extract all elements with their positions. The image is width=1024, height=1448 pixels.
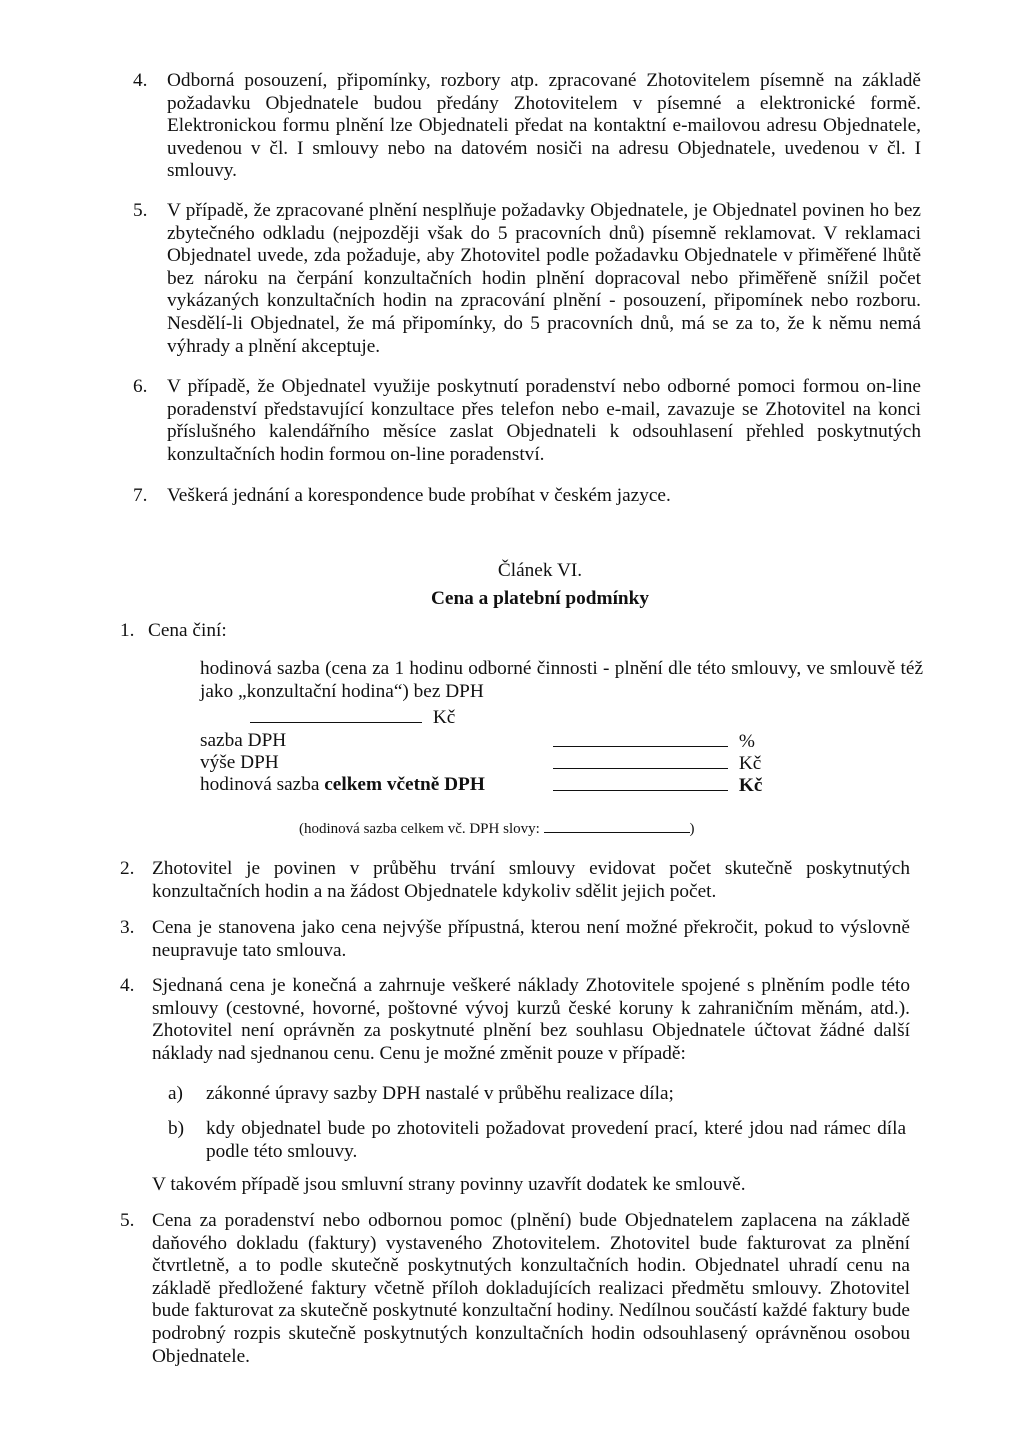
sub-item-letter: a) [168, 1083, 183, 1104]
item-number: 4. [133, 70, 148, 91]
total-label-bold: celkem včetně DPH [324, 774, 485, 795]
price-in-words-label: (hodinová sazba celkem vč. DPH slovy: [299, 821, 540, 837]
paragraph-vi4: Sjednaná cena je konečná a zahrnuje veškeré náklady Zhotovitele spojené s plněním podle této smlouvy (cestovné, hovorné, poštovné vývoj kurzů české koruny k zahraničním měnám, atd.). Zhotovitel není oprávněn za poskytnuté plnění bez souhlasu Objednatele účtovat žádné další náklady nad sjednanou cenu. Cenu je možné změnit pouze v případě: [152, 975, 910, 1064]
hourly-rate-row [250, 706, 455, 730]
vat-rate-label: sazba DPH [200, 730, 287, 751]
paragraph-v4: Odborná posouzení, připomínky, rozbory atp. zpracované Zhotovitelem písemně na základě požadavku Objednatele budou předány Zhotovitelem v písemné a elektronické formě. Elektronickou formu plnění lze Objednateli předat na kontaktní e-mailovou adresu Objednatele, uvedenou v čl. I smlouvy nebo na datovém nosiči na adresu Objednatele, uvedenou v čl. I smlouvy. [167, 70, 921, 182]
item-number: 6. [133, 376, 148, 397]
paragraph-v6: V případě, že Objednatel využije poskytnutí poradenství nebo odborné pomoci formou on-line poradenství představující konzultace přes telefon nebo e-mail, zavazuje se Zhotovitel na konci příslušného kalendářního měsíce zaslat Objednateli k odsouhlasení přehled poskytnutých konzultačních hodin formou on-line poradenství. [167, 376, 921, 465]
price-label: Cena činí: [148, 620, 227, 641]
currency-label: Kč [432, 707, 456, 728]
paragraph-vi2: Zhotovitel je povinen v průběhu trvání smlouvy evidovat počet skutečně poskytnutých konzultačních hodin a na žádost Objednatele kdykoliv sdělit jejich počet. [152, 858, 910, 902]
currency-label: Kč [738, 775, 763, 796]
total-label-prefix: hodinová sazba [200, 774, 325, 795]
sub-item-letter: b) [168, 1118, 185, 1139]
hourly-rate-description: hodinová sazba (cena za 1 hodinu odborné činnosti - plnění dle této smlouvy, ve smlouvě též jako „konzultační hodina“) bez DPH [200, 658, 923, 702]
paragraph-vi5: Cena za poradenství nebo odbornou pomoc (plnění) bude Objednatelem zaplacena na základě daňového dokladu (faktury) vystaveného Zhotovitelem. Zhotovitel bude fakturovat za plnění čtvrtletně, a to podle skutečně poskytnutých konzultačních hodin. Objednatel uhradí cenu na základě předložené faktury včetně příloh dokladujících realizaci předmětu smlouvy. Zhotovitel bude fakturovat za skutečně poskytnuté konzultační hodiny. Nedílnou součástí každé faktury bude podrobný rozpis skutečně poskytnutých konzultačních hodin odsouhlasený oprávněnou osobou Objednatele. [152, 1210, 910, 1367]
paragraph-vi3: Cena je stanovena jako cena nejvýše přípustná, kterou není možné překročit, pokud to výslovně neupravuje tato smlouva. [152, 917, 910, 961]
item-number: 7. [133, 485, 148, 506]
hourly-rate-blank [250, 706, 422, 723]
item-number: 1. [120, 620, 135, 641]
paragraph-v7: Veškerá jednání a korespondence bude probíhat v českém jazyce. [167, 485, 671, 506]
article-title: Cena a platební podmínky [430, 588, 650, 609]
item-number: 5. [120, 1210, 135, 1231]
item-number: 5. [133, 200, 148, 221]
total-row [553, 774, 762, 798]
price-in-words-row [299, 818, 695, 841]
sub-item-a: zákonné úpravy sazby DPH nastalé v průběhu realizace díla; [206, 1083, 674, 1104]
article-number: Článek VI. [497, 560, 583, 581]
paragraph-v5: V případě, že zpracované plnění nesplňuje požadavky Objednatele, je Objednatel povinen ho bez zbytečného odkladu (nejpozději však do 5 pracovních dnů) písemně reklamovat. V reklamaci Objednatel uvede, zda požaduje, aby Zhotovitel podle požadavku Objednatele v přiměřené lhůtě bez nároku na čerpání konzultačních hodin plnění dopracoval nebo přiměřeně snížil počet vykázaných konzultačních hodin na zpracování plnění - posouzení, připomínek nebo rozboru. Nesdělí-li Objednatel, že má připomínky, do 5 pracovních dnů, má se za to, že k němu nemá výhrady a plnění akceptuje. [167, 200, 921, 357]
item-number: 4. [120, 975, 135, 996]
item-number: 3. [120, 917, 135, 938]
item-number: 2. [120, 858, 135, 879]
vat-amount-row [553, 752, 761, 776]
total-blank [553, 774, 728, 791]
total-label [200, 774, 485, 797]
vat-amount-blank [553, 752, 728, 769]
sub-item-b: kdy objednatel bude po zhotoviteli požadovat provedení prací, které jdou nad rámec díla podle této smlouvy. [206, 1118, 906, 1162]
vat-rate-blank [553, 730, 728, 747]
amendment-note: V takovém případě jsou smluvní strany povinny uzavřít dodatek ke smlouvě. [152, 1174, 746, 1195]
vat-amount-label: výše DPH [200, 752, 279, 773]
price-in-words-close: ) [689, 821, 695, 837]
currency-label: Kč [738, 753, 762, 774]
price-in-words-blank [544, 820, 690, 833]
vat-rate-row [553, 730, 755, 754]
percent-label: % [738, 731, 755, 752]
